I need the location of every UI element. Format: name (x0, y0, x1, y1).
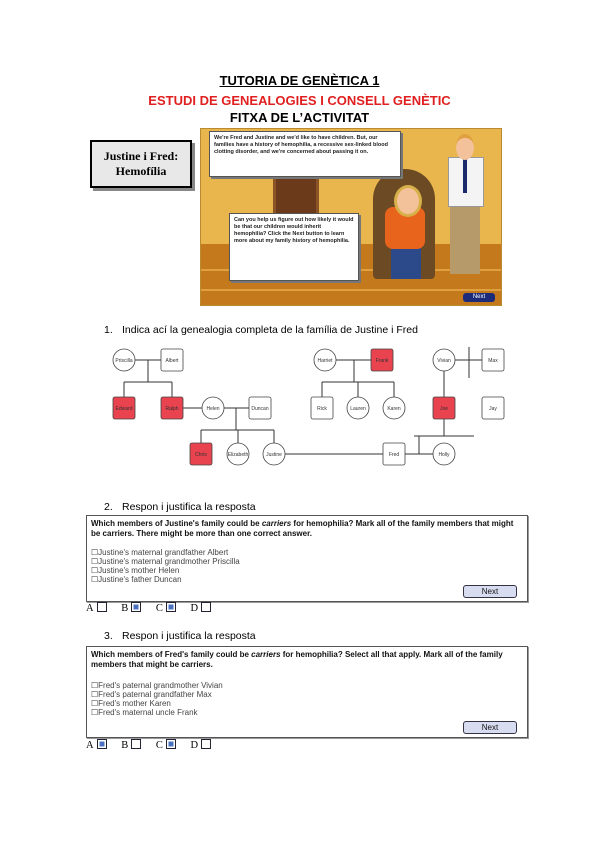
question-number: 3. (104, 630, 113, 642)
quiz-prompt: Which members of Justine's family could be carriers for hemophilia? Mark all of the family members that might be carriers. There might be more than one correct answer. (91, 519, 514, 538)
question-number: 2. (104, 501, 113, 513)
quiz-prompt: Which members of Fred's family could be carriers for hemophilia? Select all that apply. Mark all of the family members that might be carriers. (91, 650, 503, 669)
pedigree-name-label: Karen (387, 406, 401, 412)
case-topic: Hemofília (115, 164, 167, 178)
quiz-panel-fred (86, 646, 528, 738)
quiz-next-button[interactable]: Next (463, 721, 517, 734)
answer-a-checkbox[interactable] (97, 739, 107, 749)
pedigree-name-label: Lauren (350, 406, 366, 412)
option-checkbox[interactable]: ☐ Justine's father Duncan (91, 575, 240, 584)
pedigree-chart (104, 342, 524, 472)
option-checkbox[interactable]: ☐ Fred's mother Karen (91, 699, 223, 708)
answer-a-checkbox[interactable] (97, 602, 107, 612)
intro-scene-illustration (200, 128, 502, 306)
case-title: Justine i Fred: (103, 149, 179, 163)
justine-figure-head (394, 185, 422, 217)
answer-d-checkbox[interactable] (201, 739, 211, 749)
speech-bubble-intro: We're Fred and Justine and we'd like to have children. But, our families have a history of hemophilia, a recessive sex-linked blood clotting disorder, and we're concerned about passing it on. (209, 131, 401, 177)
pedigree-name-label: Max (488, 358, 498, 364)
sheet-heading: FITXA DE L’ACTIVITAT (229, 110, 370, 125)
quiz-panel-justine (86, 515, 528, 602)
question-text: Indica ací la genealogia completa de la família de Justine i Fred (122, 324, 418, 336)
scene-next-button[interactable]: Next (463, 293, 495, 302)
case-label-box (90, 140, 192, 188)
option-checkbox[interactable]: ☐ Fred's paternal grandmother Vivian (91, 681, 223, 690)
answer-checkboxes-q2: A B C D (86, 602, 223, 614)
question-text: Respon i justifica la resposta (122, 501, 256, 513)
pedigree-name-label: Duncan (251, 406, 269, 412)
pedigree-name-label: Rick (317, 406, 327, 412)
option-checkbox[interactable]: ☐ Justine's maternal grandfather Albert (91, 548, 240, 557)
answer-c-checkbox[interactable] (166, 739, 176, 749)
option-checkbox[interactable]: ☐ Justine's maternal grandmother Priscilla (91, 557, 240, 566)
question-2 (104, 501, 256, 513)
pedigree-name-label: Priscilla (115, 358, 133, 364)
pedigree-name-label: Helen (206, 406, 220, 412)
fred-figure-head (456, 134, 474, 160)
question-text: Respon i justifica la resposta (122, 630, 256, 642)
fred-figure-legs (450, 204, 480, 274)
pedigree-name-label: Harriet (317, 358, 333, 364)
answer-d-checkbox[interactable] (201, 602, 211, 612)
pedigree-name-label: Holly (438, 452, 450, 458)
pedigree-name-label: Jay (489, 406, 497, 412)
option-checkbox[interactable]: ☐ Justine's mother Helen (91, 566, 240, 575)
pedigree-name-label: Elizabeth (227, 452, 249, 458)
answer-checkboxes-q3: A B C D (86, 739, 223, 751)
justine-figure-legs (391, 247, 421, 279)
question-3 (104, 630, 256, 642)
pedigree-name-label: Fred (388, 452, 400, 458)
option-checkbox[interactable]: ☐ Fred's paternal grandfather Max (91, 690, 223, 699)
quiz-next-button[interactable]: Next (463, 585, 517, 598)
pedigree-name-label: Vivian (437, 358, 451, 364)
speech-bubble-help: Can you help us figure out how likely it would be that our children would inherit hemophilia? Click the Next button to learn more about my family history of hemophilia. (229, 213, 359, 281)
pedigree-name-label: Edward (115, 406, 133, 412)
pedigree-name-label: Joe (439, 406, 449, 412)
question-number: 1. (104, 324, 113, 336)
pedigree-name-label: Chris (195, 452, 207, 458)
page-subtitle: ESTUDI DE GENEALOGIES I CONSELL GENÈTIC (148, 93, 451, 108)
page-title: TUTORIA DE GENÈTICA 1 (219, 73, 380, 88)
option-checkbox[interactable]: ☐ Fred's maternal uncle Frank (91, 708, 223, 717)
quiz-options (91, 681, 223, 717)
quiz-options (91, 548, 240, 584)
answer-b-checkbox[interactable] (131, 602, 141, 612)
question-1 (104, 324, 418, 336)
pedigree-name-label: Ralph (165, 406, 179, 412)
answer-b-checkbox[interactable] (131, 739, 141, 749)
pedigree-name-label: Albert (165, 358, 179, 364)
pedigree-name-label: Justine (266, 452, 282, 458)
answer-c-checkbox[interactable] (166, 602, 176, 612)
pedigree-name-label: Frank (375, 358, 389, 364)
